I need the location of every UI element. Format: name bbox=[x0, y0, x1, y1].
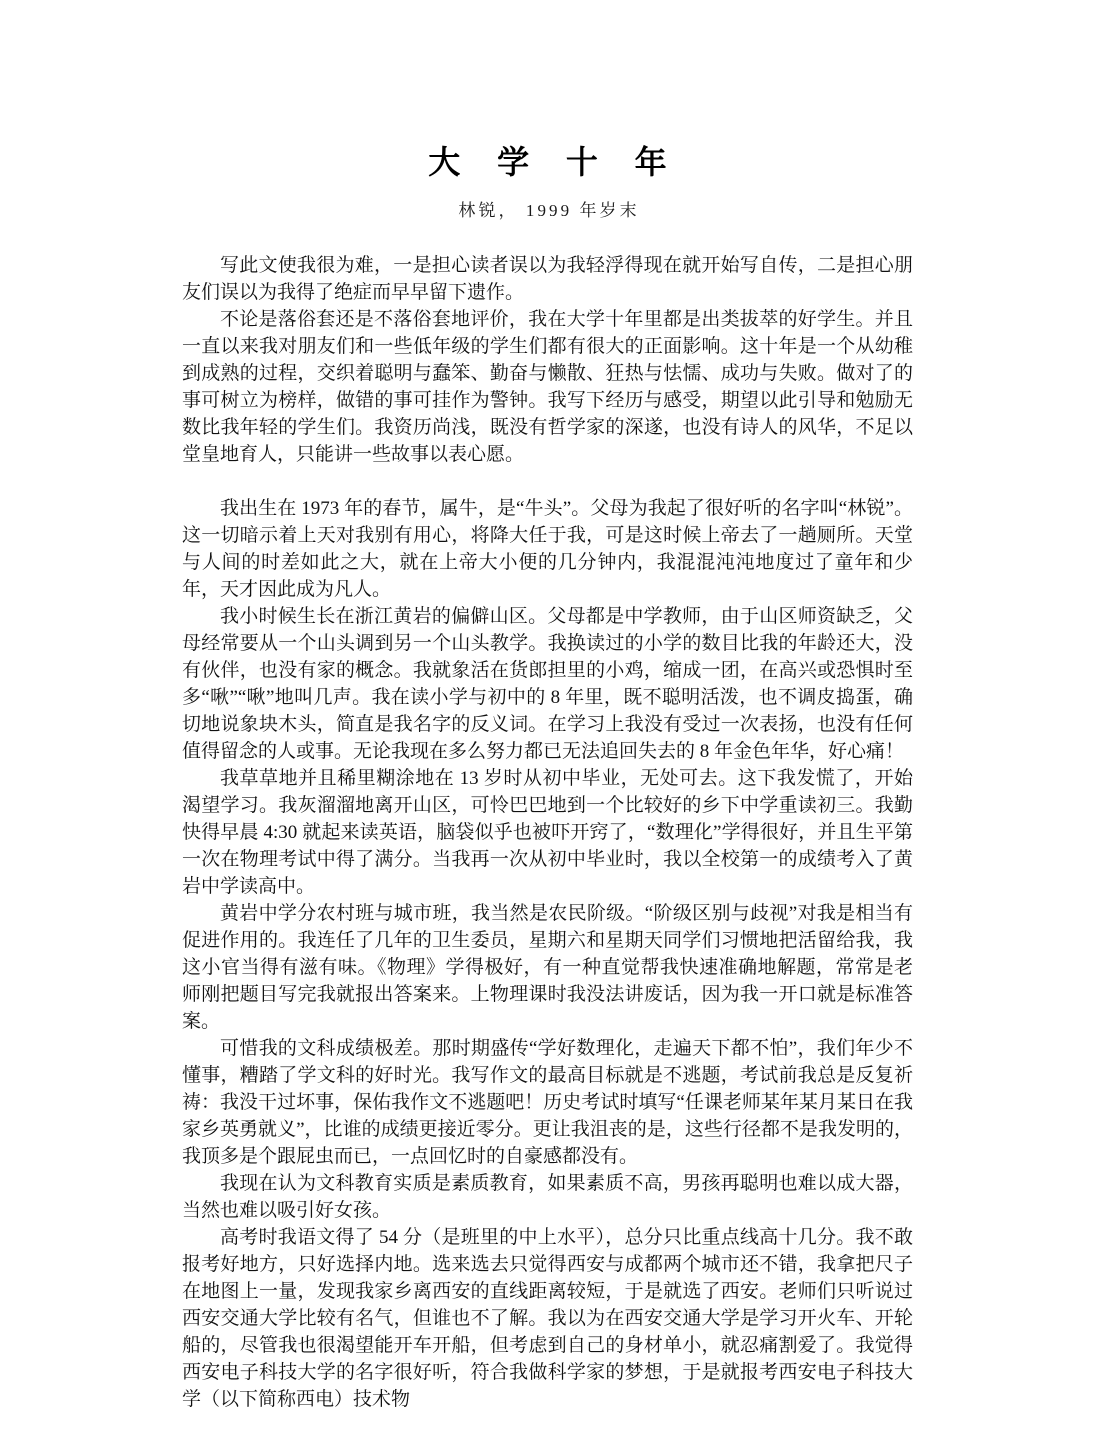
story-section bbox=[182, 495, 913, 1413]
paragraph: 黄岩中学分农村班与城市班，我当然是农民阶级。“阶级区别与歧视”对我是相当有促进作用的。我连任了几年的卫生委员，星期六和星期天同学们习惯地把活留给我，我这小官当得有滋有味。《物理》学得极好，有一种直觉帮我快速准确地解题，常常是老师刚把题目写完我就报出答案来。上物理课时我没法讲废话，因为我一开口就是标准答案。 bbox=[182, 903, 913, 1032]
paragraph: 可惜我的文科成绩极差。那时期盛传“学好数理化，走遍天下都不怕”，我们年少不懂事，糟踏了学文科的好时光。我写作文的最高目标就是不逃题，考试前我总是反复祈祷：我没干过坏事，保佑我作文不逃题吧！历史考试时填写“任课老师某年某月某日在我家乡英勇就义”，比谁的成绩更接近零分。更让我沮丧的是，这些行径都不是我发明的，我顶多是个跟屁虫而已，一点回忆时的自豪感都没有。 bbox=[182, 1038, 913, 1167]
paragraph: 高考时我语文得了 54 分（是班里的中上水平），总分只比重点线高十几分。我不敢报考好地方，只好选择内地。选来选去只觉得西安与成都两个城市还不错，我拿把尺子在地图上一量，发现我家乡离西安的直线距离较短，于是就选了西安。老师们只听说过西安交通大学比较有名气，但谁也不了解。我以为在西安交通大学是学习开火车、开轮船的，尽管我也很渴望能开车开船，但考虑到自己的身材单小，就忍痛割爱了。我觉得西安电子科技大学的名字很好听，符合我做科学家的梦想，于是就报考西安电子科技大学（以下简称西电）技术物 bbox=[182, 1227, 913, 1410]
paragraph: 我现在认为文科教育实质是素质教育，如果素质不高，男孩再聪明也难以成大器，当然也难以吸引好女孩。 bbox=[182, 1173, 913, 1221]
byline: 林锐， 1999 年岁末 bbox=[458, 201, 640, 220]
paragraph: 写此文使我很为难，一是担心读者误以为我轻浮得现在就开始写自传，二是担心朋友们误以为我得了绝症而早早留下遗作。 bbox=[182, 255, 913, 303]
paragraph: 我草草地并且稀里糊涂地在 13 岁时从初中毕业，无处可去。这下我发慌了，开始渴望学习。我灰溜溜地离开山区，可怜巴巴地到一个比较好的乡下中学重读初三。我勤快得早晨 4:30 就起来读英语，脑袋似乎也被吓开窍了，“数理化”学得很好，并且生平第一次在物理考试中得了满分。当我再一次从初中毕业时，我以全校第一的成绩考入了黄岩中学读高中。 bbox=[182, 768, 913, 897]
document-body bbox=[182, 252, 913, 1413]
preface-section bbox=[182, 252, 913, 468]
document-title: 大 学 十 年 bbox=[428, 144, 682, 180]
paragraph: 我出生在 1973 年的春节，属牛，是“牛头”。父母为我起了很好听的名字叫“林锐”。这一切暗示着上天对我别有用心，将降大任于我，可是这时候上帝去了一趟厕所。天堂与人间的时差如此之大，就在上帝大小便的几分钟内，我混混沌沌地度过了童年和少年，天才因此成为凡人。 bbox=[182, 498, 914, 600]
paragraph: 不论是落俗套还是不落俗套地评价，我在大学十年里都是出类拔萃的好学生。并且一直以来我对朋友们和一些低年级的学生们都有很大的正面影响。这十年是一个从幼稚到成熟的过程，交织着聪明与蠢笨、勤奋与懒散、狂热与怯懦、成功与失败。做对了的事可树立为榜样，做错的事可挂作为警钟。我写下经历与感受，期望以此引导和勉励无数比我年轻的学生们。我资历尚浅，既没有哲学家的深遂，也没有诗人的风华，不足以堂皇地育人，只能讲一些故事以表心愿。 bbox=[182, 309, 913, 465]
paragraph: 我小时候生长在浙江黄岩的偏僻山区。父母都是中学教师，由于山区师资缺乏，父母经常要从一个山头调到另一个山头教学。我换读过的小学的数目比我的年龄还大，没有伙伴，也没有家的概念。我就象活在货郎担里的小鸡，缩成一团，在高兴或恐惧时至多“啾”“啾”地叫几声。我在读小学与初中的 8 年里，既不聪明活泼，也不调皮捣蛋，确切地说象块木头，简直是我名字的反义词。在学习上我没有受过一次表扬，也没有任何值得留念的人或事。无论我现在多么努力都已无法追回失去的 8 年金色年华，好心痛！ bbox=[182, 606, 913, 762]
